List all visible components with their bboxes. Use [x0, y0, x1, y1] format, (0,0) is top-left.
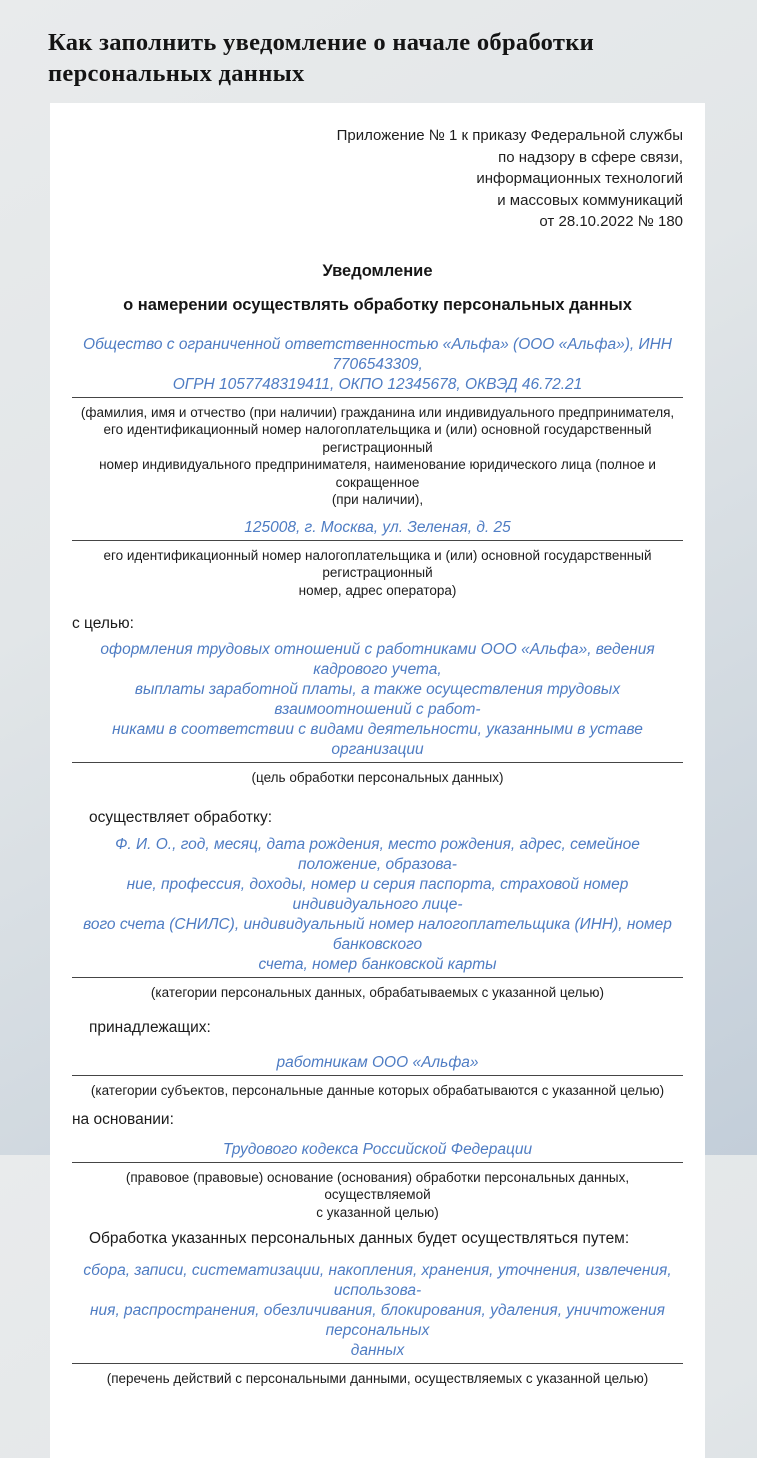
appendix-line: от 28.10.2022 № 180 [539, 213, 683, 230]
caption-operator-address [72, 547, 683, 600]
appendix-line: и массовых коммуникаций [497, 191, 683, 209]
label-processing-actions: Обработка указанных персональных данных будет осуществляться путем: [89, 1230, 630, 1247]
caption-line: (при наличии), [331, 492, 424, 507]
field-processing-actions-line: ния, распространения, обезличивания, блокирования, удаления, уничтожения персональных [90, 1302, 665, 1339]
field-operator-address [72, 518, 683, 541]
field-operator-address-line: 125008, г. Москва, ул. Зеленая, д. 25 [244, 518, 511, 536]
page-title: Как заполнить уведомление о начале обработки персональных данных [48, 29, 595, 87]
caption-line: (перечень действий с персональными данными, осуществляемых с указанной целью) [106, 1371, 649, 1386]
field-categories [72, 835, 683, 978]
field-processing-actions-line: данных [350, 1342, 405, 1359]
field-subjects-line: работникам ООО «Альфа» [276, 1054, 479, 1071]
field-purpose [72, 640, 683, 763]
field-legal-basis [72, 1140, 683, 1163]
field-categories-line: вого счета (СНИЛС), индивидуальный номер налогоплательщика (ИНН), номер банковского [83, 915, 672, 953]
field-purpose-line: выплаты заработной платы, а также осуществления трудовых взаимоотношений с работ- [134, 681, 621, 718]
label-subjects: принадлежащих: [89, 1019, 211, 1036]
caption-subjects [72, 1082, 683, 1100]
caption-line: (фамилия, имя и отчество (при наличии) гражданина или индивидуального предпринимателя, [80, 404, 675, 420]
appendix-block [72, 125, 683, 233]
field-categories-line: Ф. И. О., год, месяц, дата рождения, место рождения, адрес, семейное положение, образова- [115, 835, 640, 873]
appendix-line: по надзору в сфере связи, [498, 148, 683, 166]
document-subtitle: о намерении осуществлять обработку персональных данных [123, 295, 632, 314]
appendix-line: Приложение № 1 к приказу Федеральной службы [336, 127, 683, 144]
caption-line: его идентификационный номер налогоплательщика и (или) основной государственный регистрационный [103, 422, 652, 455]
field-subjects [72, 1053, 683, 1076]
field-purpose-line: оформления трудовых отношений с работниками ООО «Альфа», ведения кадрового учета, [100, 641, 655, 678]
field-processing-actions [72, 1261, 683, 1364]
label-categories: осуществляет обработку: [89, 808, 273, 826]
label-purpose: с целью: [72, 615, 134, 632]
document-title: Уведомление [322, 261, 433, 280]
field-categories-line: ние, профессия, доходы, номер и серия паспорта, страховой номер индивидуального лице- [126, 875, 629, 913]
appendix-line: информационных технологий [476, 170, 683, 187]
caption-line: номер индивидуального предпринимателя, наименование юридического лица (полное и сокращенное [99, 457, 656, 490]
caption-processing-actions [72, 1370, 683, 1388]
caption-legal-basis [72, 1169, 683, 1222]
caption-purpose [72, 769, 683, 787]
caption-line: с указанной целью) [316, 1204, 439, 1220]
caption-operator-name [72, 404, 683, 509]
caption-line: (категории субъектов, персональные данные которых обрабатываются с указанной целью) [90, 1083, 665, 1098]
caption-line: его идентификационный номер налогоплательщика и (или) основной государственный регистрационный [103, 547, 652, 580]
field-operator-name-line: ОГРН 1057748319411, ОКПО 12345678, ОКВЭД 46.72.21 [172, 375, 583, 393]
field-categories-line: счета, номер банковской карты [258, 955, 497, 973]
field-legal-basis-line: Трудового кодекса Российской Федерации [222, 1140, 533, 1158]
caption-line: (правовое (правовые) основание (основания) обработки персональных данных, осуществляемой [125, 1169, 630, 1202]
document-card [50, 103, 705, 1458]
field-processing-actions-line: сбора, записи, систематизации, накопления, хранения, уточнения, извлечения, использова- [83, 1262, 672, 1299]
field-operator-name [72, 335, 683, 398]
field-purpose-line: никами в соответствии с видами деятельности, указанными в уставе организации [112, 721, 643, 758]
caption-line: (цель обработки персональных данных) [251, 770, 504, 785]
caption-categories [72, 984, 683, 1002]
label-legal-basis: на основании: [72, 1110, 174, 1128]
caption-line: (категории персональных данных, обрабатываемых с указанной целью) [150, 984, 605, 1000]
caption-line: номер, адрес оператора) [298, 582, 457, 598]
field-operator-name-line: Общество с ограниченной ответственностью «Альфа» (ООО «Альфа»), ИНН 7706543309, [83, 335, 672, 373]
